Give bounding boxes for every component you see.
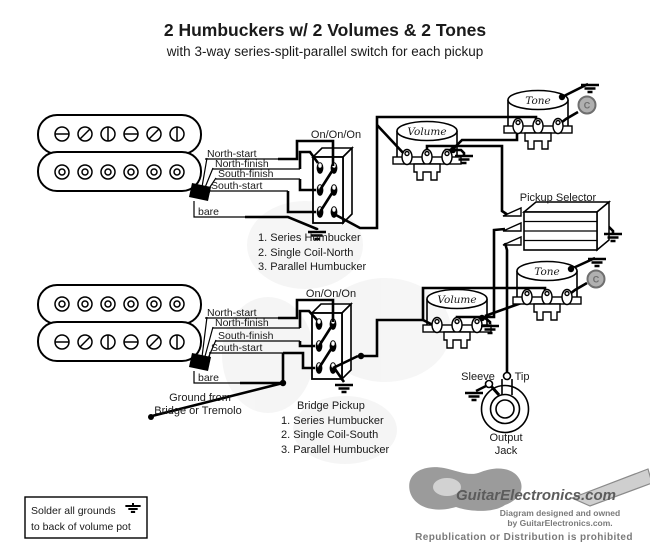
neck-pickup — [38, 115, 201, 191]
neck-switch-label: On/On/On — [310, 129, 362, 141]
notice-text: Republication or Distribution is prohibited — [415, 532, 633, 543]
tip-label: Tip — [514, 371, 530, 383]
bridge-heading: Bridge Pickup — [297, 400, 365, 412]
wire-label: bare — [198, 206, 220, 218]
brand-text: GuitarElectronics.com — [455, 487, 617, 504]
jack-tip-lug — [504, 373, 511, 380]
bridge-switch-label: On/On/On — [305, 288, 357, 300]
page-title: 2 Humbuckers w/ 2 Volumes & 2 Tones — [163, 20, 487, 40]
neck-volume-label: Volume — [407, 126, 447, 138]
bridge-tone-label: Tone — [534, 266, 560, 278]
switch-option: 1. Series Humbucker — [281, 415, 384, 427]
ground-icon — [581, 85, 599, 92]
switch-option: 1. Series Humbucker — [258, 232, 361, 244]
wire-label: South-start — [211, 342, 263, 354]
wire-label: South-finish — [218, 168, 274, 180]
switch-option: 2. Single Coil-South — [281, 429, 379, 441]
neck-wire-bundle — [189, 183, 211, 201]
capacitor-label: C — [583, 100, 591, 111]
switch-option: 3. Parallel Humbucker — [258, 261, 367, 273]
credit-text: by GuitarElectronics.com. — [507, 518, 613, 528]
wire-label: North-start — [207, 148, 257, 160]
page-subtitle: with 3-way series-split-parallel switch for each pickup — [166, 44, 484, 59]
ground-icon — [588, 259, 606, 266]
wire-label: North-finish — [215, 158, 269, 170]
ground-icon — [465, 393, 483, 400]
output-jack-label: Jack — [494, 445, 518, 457]
wire-label: South-start — [211, 180, 263, 192]
sleeve-label: Sleeve — [461, 371, 495, 383]
logo — [409, 467, 650, 543]
wire-label: North-finish — [215, 317, 269, 329]
bridge-wire-bundle — [189, 353, 211, 371]
switch-option: 3. Parallel Humbucker — [281, 444, 390, 456]
neck-switch-options — [258, 232, 367, 273]
solder-note — [25, 497, 147, 538]
pickup-selector-label: Pickup Selector — [519, 192, 597, 204]
selector-lug-3 — [503, 237, 521, 245]
output-jack-label: Output — [489, 432, 523, 444]
bridge-switch — [312, 304, 351, 379]
wire-label: bare — [198, 372, 220, 384]
wire-label: North-start — [207, 307, 257, 319]
neck-tone-label: Tone — [525, 95, 551, 107]
tremolo-ground-note — [154, 392, 241, 417]
credit-text: Diagram designed and owned — [499, 508, 621, 518]
pickup-selector-switch — [503, 202, 609, 250]
neck-wire-labels — [198, 148, 274, 218]
selector-lug-2 — [503, 223, 521, 231]
switch-option: 2. Single Coil-North — [258, 247, 354, 259]
bridge-pickup — [38, 285, 201, 361]
ground-icon — [335, 385, 353, 392]
capacitor-label: C — [592, 274, 600, 285]
svg-text:Solder all grounds: Solder all grounds — [31, 505, 116, 517]
svg-text:to back of volume pot: to back of volume pot — [31, 521, 131, 533]
svg-text:Bridge or Tremolo: Bridge or Tremolo — [154, 405, 242, 417]
svg-text:Ground from: Ground from — [169, 392, 231, 404]
bridge-volume-label: Volume — [437, 294, 477, 306]
wire-label: South-finish — [218, 330, 274, 342]
